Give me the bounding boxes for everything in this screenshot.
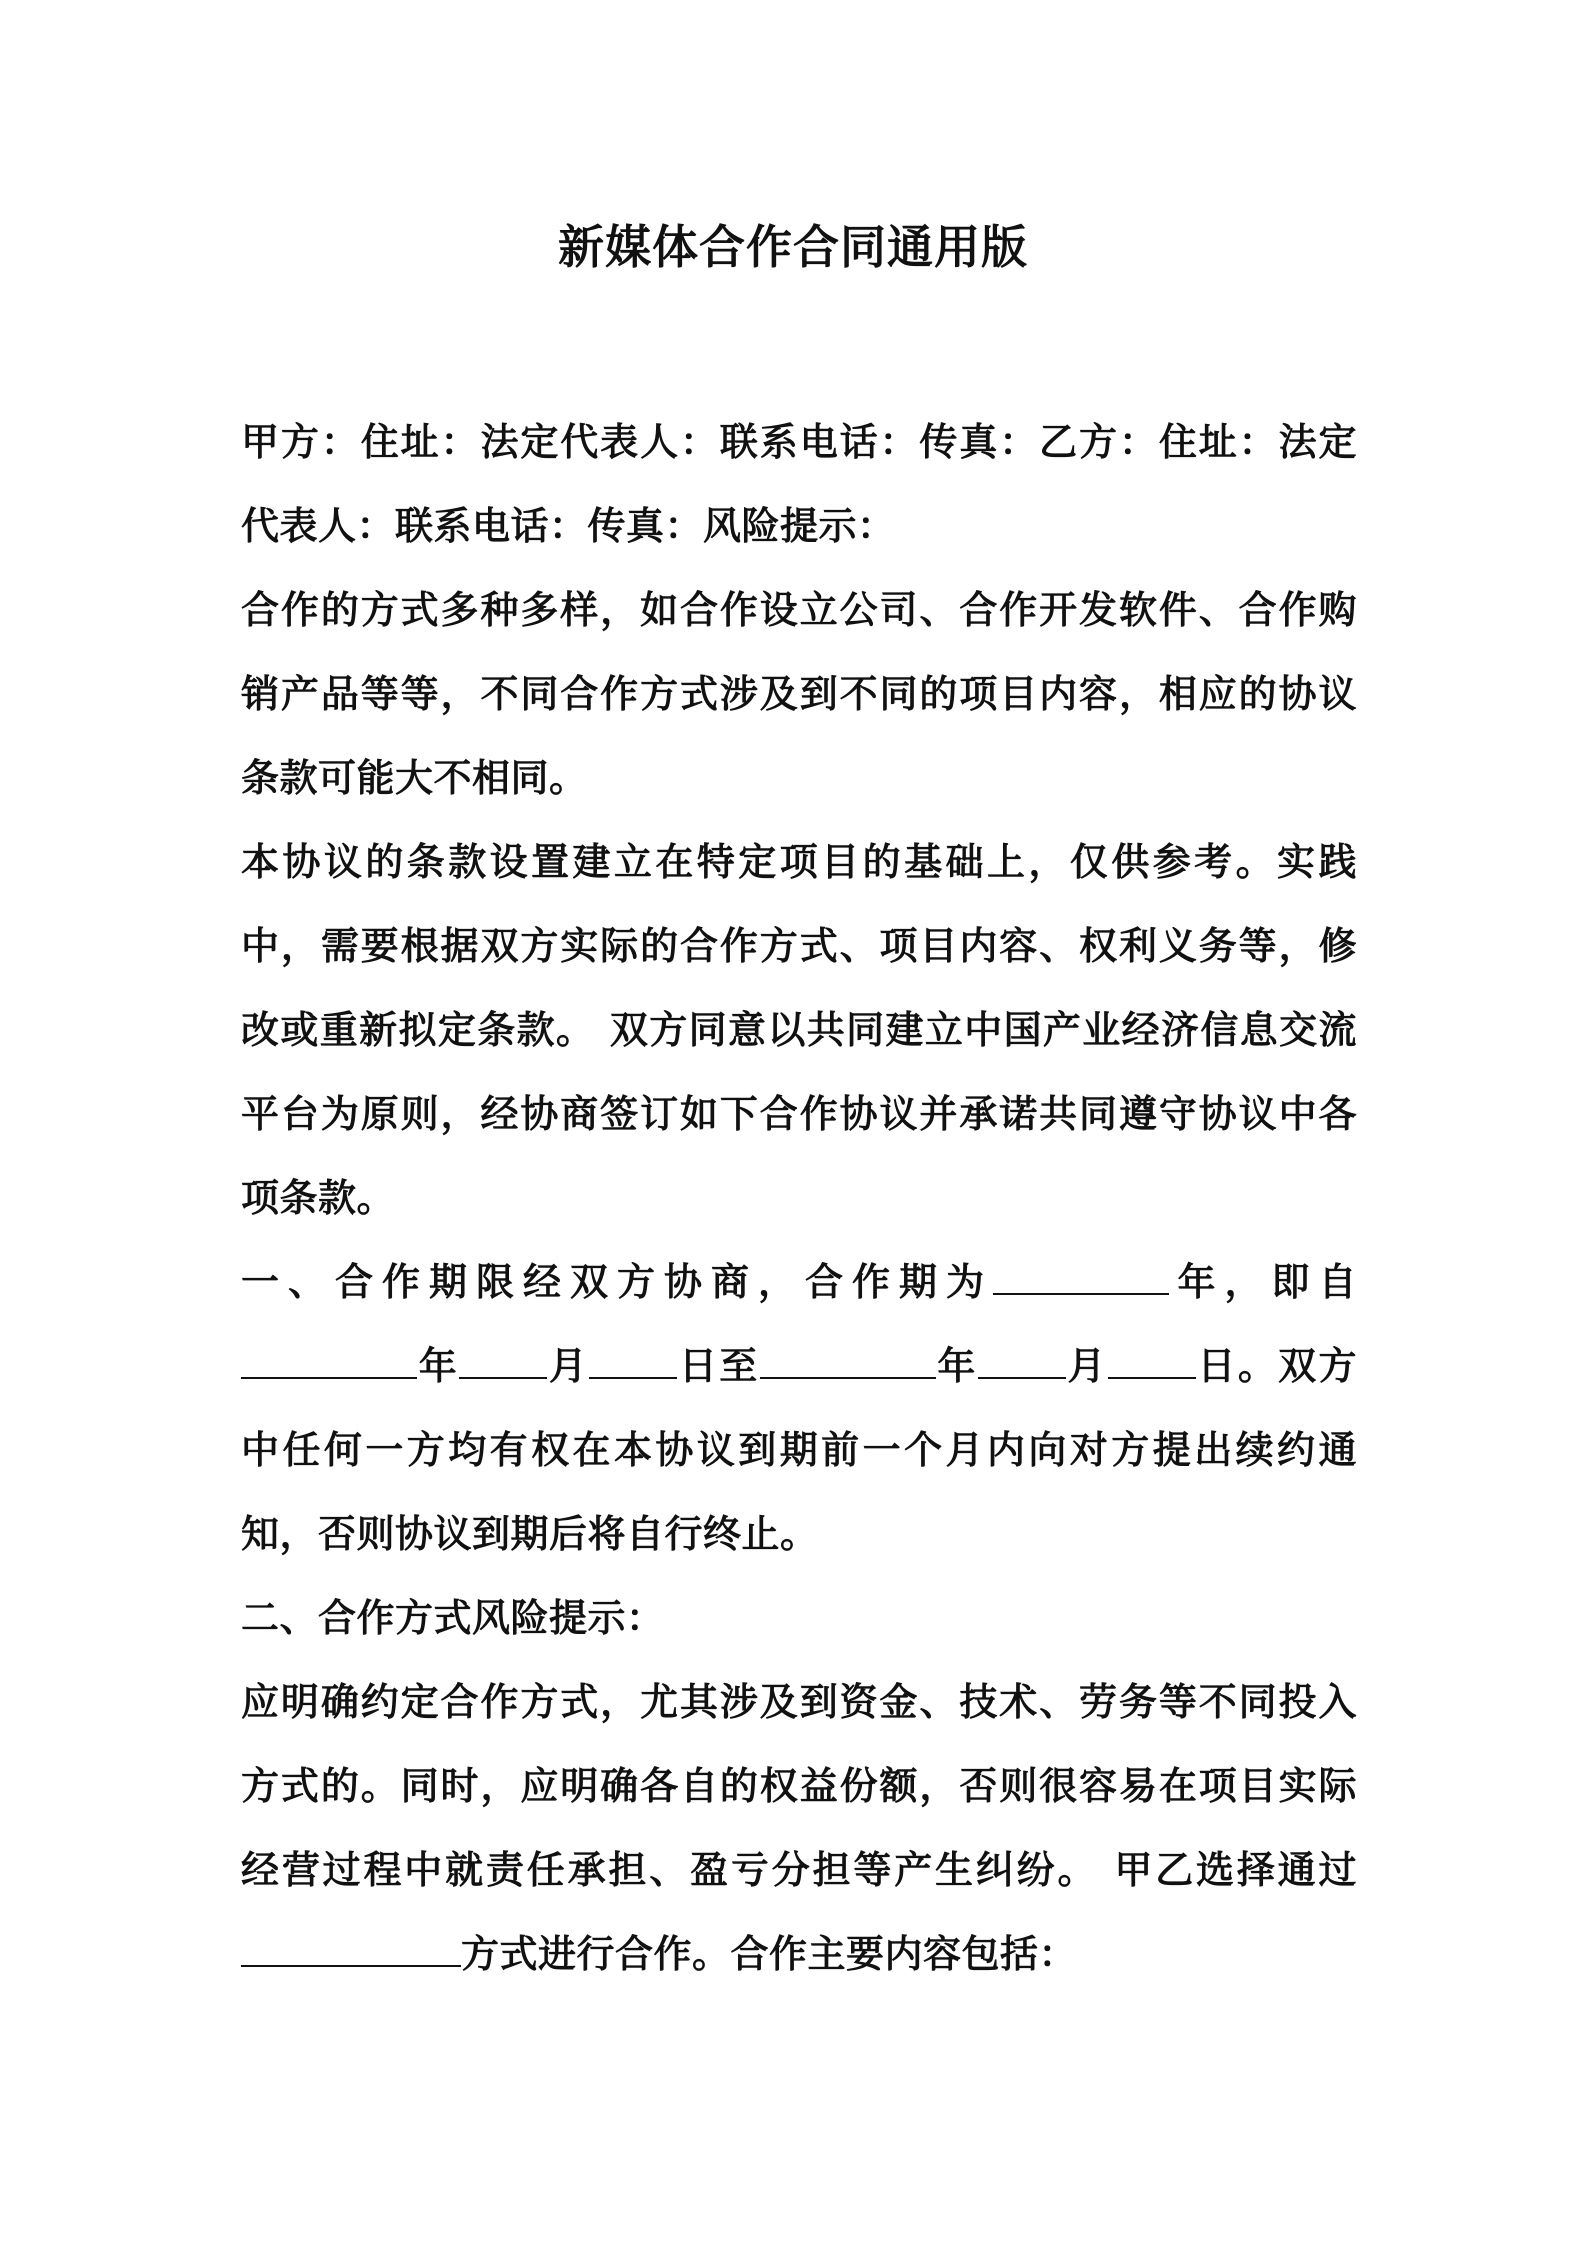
term-clause-text: 月: [547, 1344, 590, 1388]
party-info-paragraph: 甲方：住址：法定代表人：联系电话：传真：乙方：住址：法定代表人：联系电话：传真：风险提示：: [241, 420, 1357, 548]
term-clause-text: 日。双方中任何一方均有权在本协议到期前一个月内向对方提出续约通知，否则协议到期后将自行终止。: [241, 1344, 1357, 1556]
term-clause-paragraph: [241, 1240, 1357, 1576]
section2-tail-text: 方式进行合作。合作主要内容包括：: [461, 1932, 1078, 1976]
term-clause-text: 日至: [677, 1344, 760, 1388]
term-clause-text: 一、合作期限经双方协商，合作期为: [241, 1260, 993, 1304]
start-year-blank[interactable]: [241, 1343, 417, 1379]
document-body: [241, 400, 1357, 1996]
end-year-blank[interactable]: [760, 1343, 936, 1379]
start-day-blank[interactable]: [589, 1343, 677, 1379]
term-years-blank[interactable]: [993, 1259, 1169, 1295]
cooperation-method-blank[interactable]: [241, 1931, 461, 1967]
term-clause-text: 年: [935, 1344, 978, 1388]
term-clause-text: 年: [417, 1344, 460, 1388]
start-month-blank[interactable]: [459, 1343, 547, 1379]
cooperation-methods-paragraph: 合作的方式多种多样，如合作设立公司、合作开发软件、合作购销产品等等，不同合作方式涉及到不同的项目内容，相应的协议条款可能大不相同。: [241, 588, 1357, 800]
end-month-blank[interactable]: [978, 1343, 1066, 1379]
term-clause-text: 年，即自: [1168, 1260, 1357, 1304]
document-title: 新媒体合作合同通用版: [558, 220, 1028, 274]
section2-heading: 二、合作方式风险提示：: [241, 1596, 665, 1640]
agreement-scope-paragraph: 本协议的条款设置建立在特定项目的基础上，仅供参考。实践中，需要根据双方实际的合作方式、项目内容、权利义务等，修改或重新拟定条款。 双方同意以共同建立中国产业经济信息交流平台为原则，经协商签订如下合作协议并承诺共同遵守协议中各项条款。: [241, 840, 1357, 1220]
section2-body-text: 应明确约定合作方式，尤其涉及到资金、技术、劳务等不同投入方式的。同时，应明确各自的权益份额，否则很容易在项目实际经营过程中就责任承担、盈亏分担等产生纠纷。 甲乙选择通过: [241, 1680, 1357, 1892]
end-day-blank[interactable]: [1108, 1343, 1196, 1379]
section2-paragraph: [241, 1660, 1357, 1996]
term-clause-text: 月: [1065, 1344, 1108, 1388]
